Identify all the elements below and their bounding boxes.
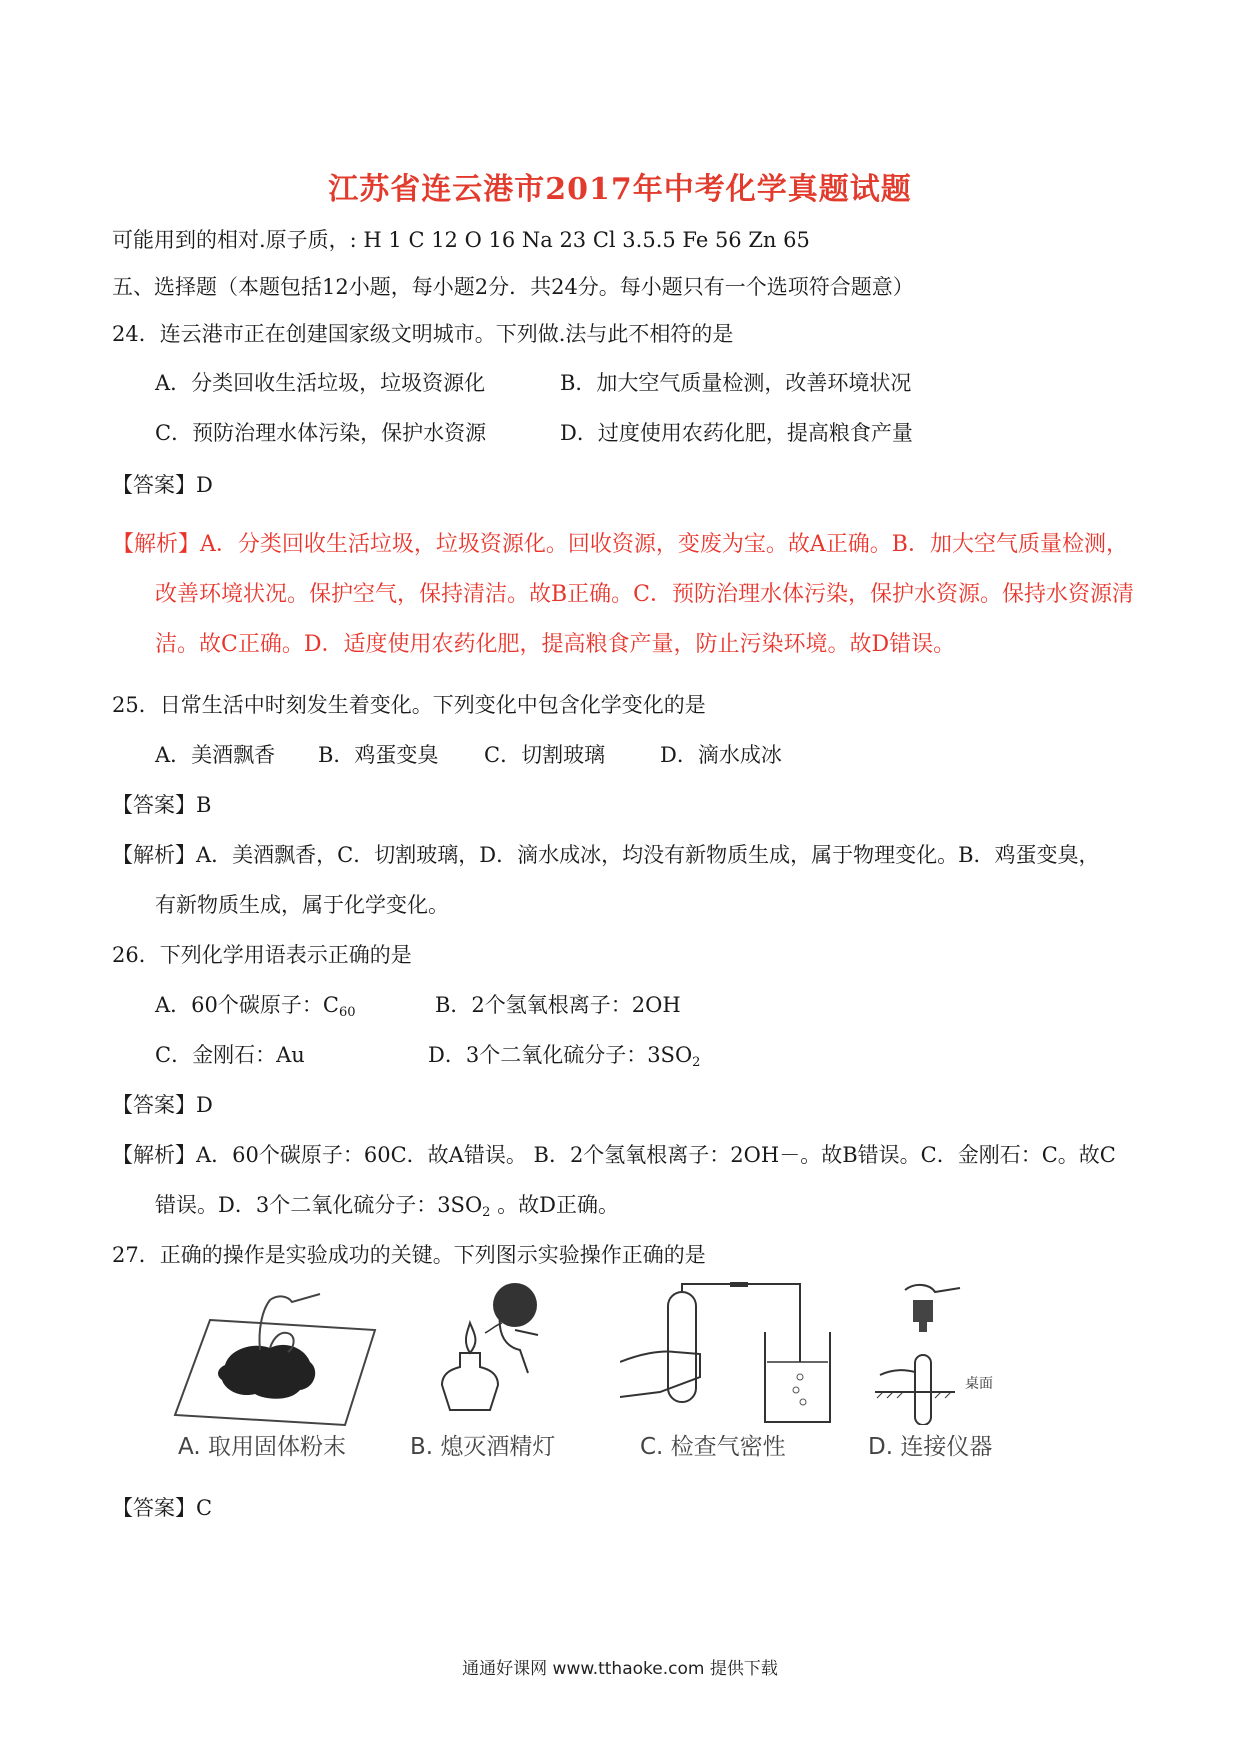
answer-tag: 【答案】 bbox=[112, 793, 196, 817]
q26-answer bbox=[112, 1090, 213, 1120]
q24-analysis-line-3: 洁。故C正确。D．适度使用农药化肥，提高粮食产量，防止污染环境。故D错误。 bbox=[155, 632, 956, 657]
figure-d-connecting-apparatus bbox=[875, 1280, 1005, 1425]
figure-c-airtightness bbox=[620, 1282, 840, 1427]
q25-option-a: A．美酒飘香 bbox=[155, 743, 276, 767]
analysis-text: 。故D正确。 bbox=[490, 1193, 619, 1217]
answer-value: D bbox=[196, 473, 213, 497]
figure-a-solid-powder bbox=[170, 1290, 380, 1430]
q24-option-c: C．预防治理水体污染，保护水资源 bbox=[155, 421, 487, 445]
analysis-tag: 【解析】 bbox=[112, 532, 201, 557]
desk-label: 桌面 bbox=[965, 1376, 993, 1392]
page-footer: 通通好课网 www.tthaoke.com 提供下载 bbox=[462, 1659, 778, 1679]
q25-option-b: B．鸡蛋变臭 bbox=[318, 743, 439, 767]
option-text: A．60个碳原子：C bbox=[155, 993, 339, 1017]
q24-option-a: A．分类回收生活垃圾，垃圾资源化 bbox=[155, 371, 486, 395]
answer-value: D bbox=[196, 1093, 213, 1117]
figure-caption-d: D. 连接仪器 bbox=[868, 1434, 993, 1460]
option-text: D．3个二氧化硫分子：3SO bbox=[428, 1043, 693, 1067]
q25-option-c: C．切割玻璃 bbox=[484, 743, 606, 767]
figure-caption-a: A. 取用固体粉末 bbox=[178, 1434, 346, 1460]
analysis-tag: 【解析】 bbox=[112, 1143, 196, 1167]
q27-stem: 27．正确的操作是实验成功的关键。下列图示实验操作正确的是 bbox=[112, 1243, 706, 1267]
analysis-text: A．美酒飘香，C．切割玻璃，D．滴水成冰，均没有新物质生成，属于物理变化。B．鸡蛋变臭， bbox=[196, 843, 1100, 867]
q24-option-d: D．过度使用农药化肥，提高粮食产量 bbox=[560, 421, 913, 445]
q25-answer bbox=[112, 790, 211, 820]
q27-answer bbox=[112, 1493, 212, 1523]
q24-stem: 24．连云港市正在创建国家级文明城市。下列做.法与此不相符的是 bbox=[112, 322, 734, 346]
section-header: 五、选择题（本题包括12小题，每小题2分．共24分。每小题只有一个选项符合题意） bbox=[112, 275, 914, 299]
q25-analysis-line-1 bbox=[112, 840, 1100, 870]
q26-analysis-line-2 bbox=[155, 1190, 619, 1228]
subscript: 2 bbox=[692, 1055, 701, 1070]
answer-value: C bbox=[196, 1496, 213, 1520]
answer-tag: 【答案】 bbox=[112, 1496, 196, 1520]
atomic-mass-line: 可能用到的相对.原子质，: H 1 C 12 O 16 Na 23 Cl 3.5.5 Fe 56 Zn 65 bbox=[112, 228, 810, 252]
figure-b-alcohol-lamp bbox=[420, 1275, 570, 1425]
q25-option-d: D．滴水成冰 bbox=[660, 743, 782, 767]
answer-tag: 【答案】 bbox=[112, 473, 196, 497]
q24-answer bbox=[112, 470, 213, 500]
q25-stem: 25．日常生活中时刻发生着变化。下列变化中包含化学变化的是 bbox=[112, 693, 706, 717]
q26-option-c: C．金刚石：Au bbox=[155, 1043, 305, 1067]
figure-caption-c: C. 检查气密性 bbox=[640, 1434, 786, 1460]
answer-tag: 【答案】 bbox=[112, 1093, 196, 1117]
figure-caption-b: B. 熄灭酒精灯 bbox=[410, 1434, 556, 1460]
q26-option-b: B．2个氢氧根离子：2OH bbox=[435, 993, 681, 1017]
q24-analysis-line-1 bbox=[112, 530, 1128, 560]
subscript: 2 bbox=[482, 1205, 491, 1220]
analysis-text: A．60个碳原子：60C．故A错误。 B．2个氢氧根离子：2OH－。故B错误。C．金刚石：C。故C bbox=[196, 1143, 1116, 1167]
subscript: 60 bbox=[338, 1005, 356, 1020]
q26-option-a bbox=[155, 990, 356, 1028]
q24-option-b: B．加大空气质量检测，改善环境状况 bbox=[560, 371, 912, 395]
analysis-tag: 【解析】 bbox=[112, 843, 196, 867]
q25-analysis-line-2: 有新物质生成，属于化学变化。 bbox=[155, 893, 449, 917]
q26-stem: 26．下列化学用语表示正确的是 bbox=[112, 943, 412, 967]
q26-analysis-line-1 bbox=[112, 1140, 1116, 1170]
q26-option-d bbox=[428, 1040, 700, 1078]
answer-value: B bbox=[196, 793, 212, 817]
analysis-text: A．分类回收生活垃圾，垃圾资源化。回收资源，变废为宝。故A正确。B．加大空气质量检测， bbox=[200, 532, 1128, 557]
page-title: 江苏省连云港市2017年中考化学真题试题 bbox=[328, 172, 912, 207]
q24-analysis-line-2: 改善环境状况。保护空气，保持清洁。故B正确。C．预防治理水体污染，保护水资源。保持水资源清 bbox=[155, 582, 1135, 607]
analysis-text: 错误。D．3个二氧化硫分子：3SO bbox=[155, 1193, 483, 1217]
